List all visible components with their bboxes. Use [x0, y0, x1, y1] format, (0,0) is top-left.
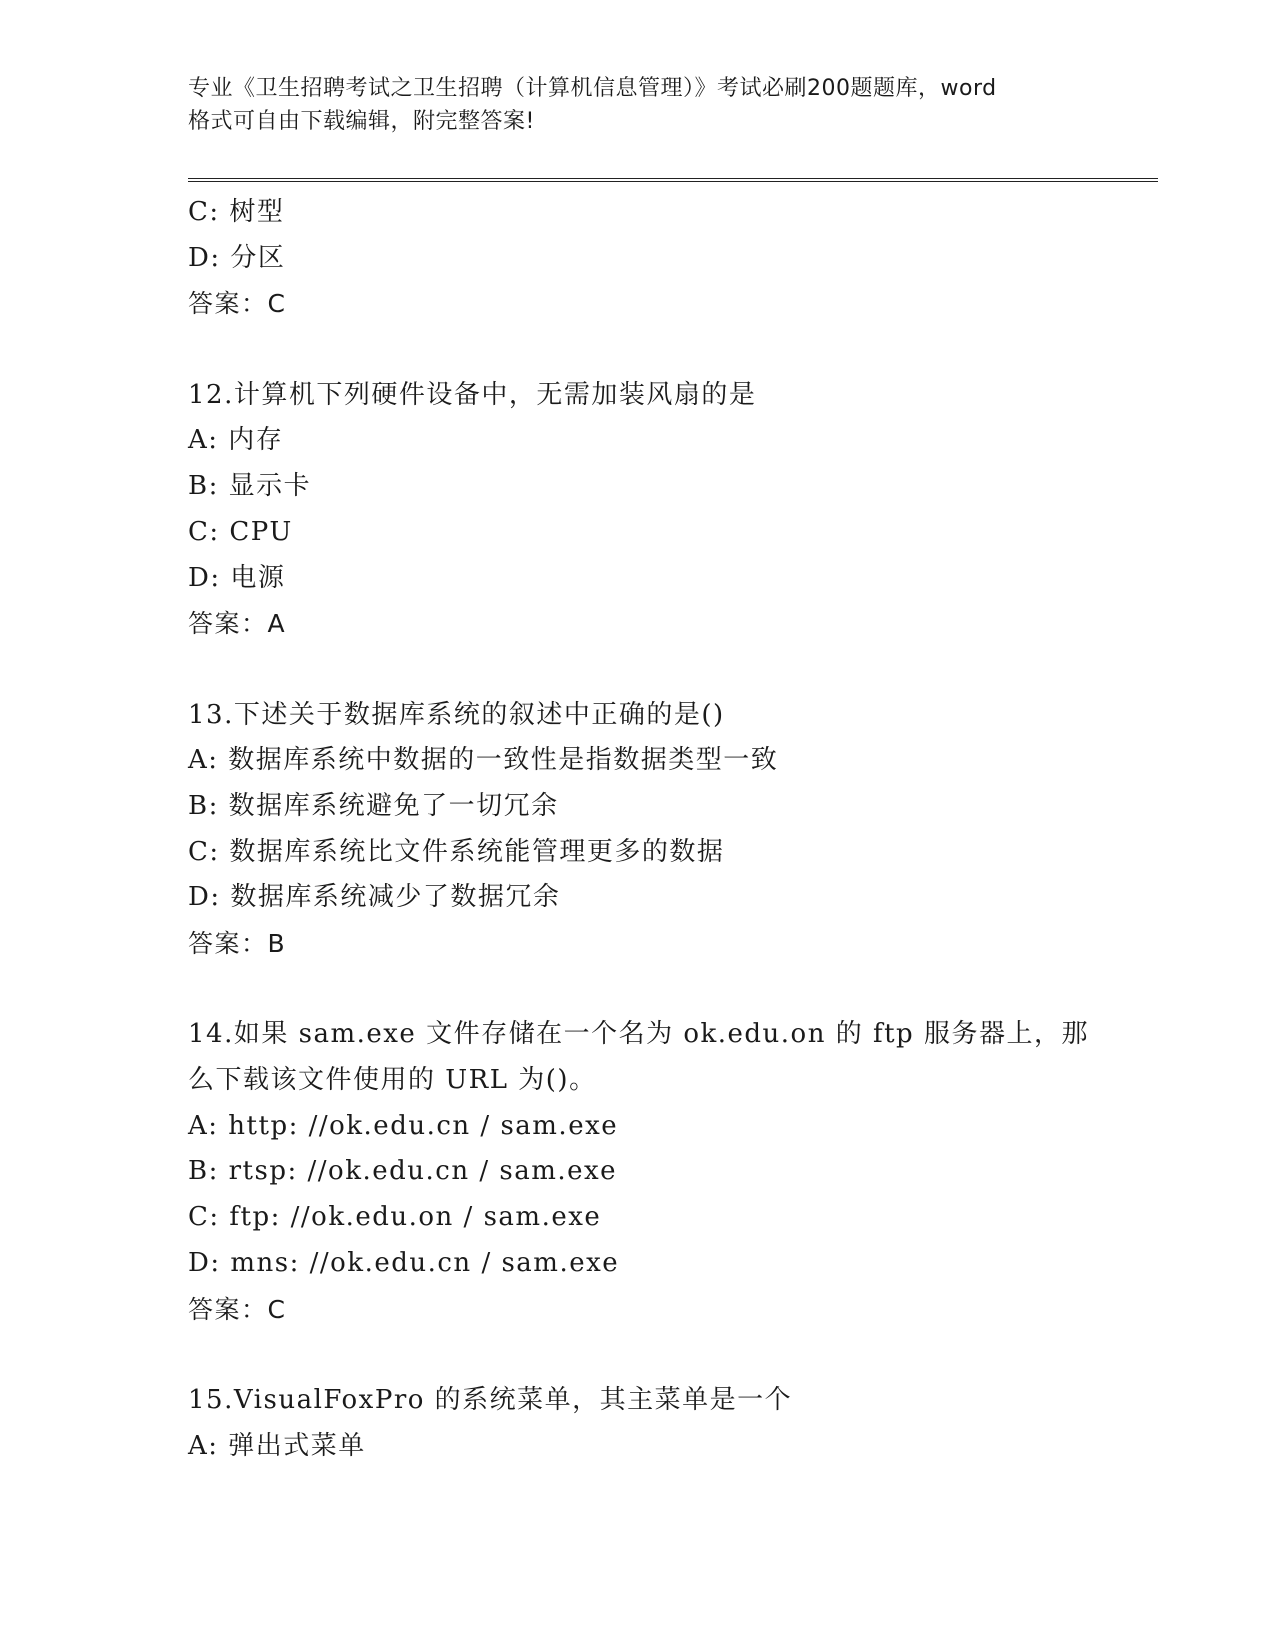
q15-option-a: A: 弹出式菜单: [188, 1430, 366, 1461]
header-divider: [188, 178, 1158, 182]
question-list: [188, 190, 1088, 1469]
spacer: [188, 1332, 1088, 1378]
spacer: [188, 327, 1088, 373]
q13-option-b: B: 数据库系统避免了一切冗余: [188, 790, 559, 821]
q11-answer: 答案：C: [188, 289, 287, 319]
q11-option-c: C: 树型: [188, 197, 285, 227]
q14-option-b: B: rtsp: //ok.edu.cn / sam.exe: [188, 1156, 618, 1187]
q12-option-b: B: 显示卡: [188, 471, 312, 502]
q14-title-line-1: 14.如果 sam.exe 文件存储在一个名为 ok.edu.on 的 ftp 服务器上，那: [188, 1019, 1089, 1050]
q13-option-a: A: 数据库系统中数据的一致性是指数据类型一致: [188, 745, 779, 776]
q14-option-c: C: ftp: //ok.edu.on / sam.exe: [188, 1202, 602, 1233]
q12-option-c: C: CPU: [188, 516, 293, 547]
q14-option-a: A: http: //ok.edu.cn / sam.exe: [188, 1110, 619, 1141]
header-title-line-1: 专业《卫生招聘考试之卫生招聘（计算机信息管理）》考试必刷200题题库，word: [188, 76, 997, 101]
q12-option-d: D: 电源: [188, 562, 286, 593]
q12-option-a: A: 内存: [188, 425, 284, 456]
q12-answer: 答案：A: [188, 609, 287, 639]
q14-answer: 答案：C: [188, 1294, 287, 1324]
q14-option-d: D: mns: //ok.edu.cn / sam.exe: [188, 1247, 620, 1278]
q13-option-d: D: 数据库系统减少了数据冗余: [188, 882, 561, 913]
q15-title: 15.VisualFoxPro 的系统菜单，其主菜单是一个: [188, 1384, 793, 1415]
q11-option-d: D: 分区: [188, 242, 286, 273]
q13-option-c: C: 数据库系统比文件系统能管理更多的数据: [188, 836, 725, 867]
q14-title-line-2: 么下载该文件使用的 URL 为()。: [188, 1065, 597, 1096]
q13-title: 13.下述关于数据库系统的叙述中正确的是(): [188, 699, 725, 730]
q12-title: 12.计算机下列硬件设备中，无需加装风扇的是: [188, 379, 757, 410]
spacer: [188, 647, 1088, 693]
page-header: [188, 72, 1088, 138]
spacer: [188, 967, 1088, 1013]
header-title-line-2: 格式可自由下载编辑，附完整答案!: [188, 109, 535, 134]
q13-answer: 答案：B: [188, 929, 287, 958]
